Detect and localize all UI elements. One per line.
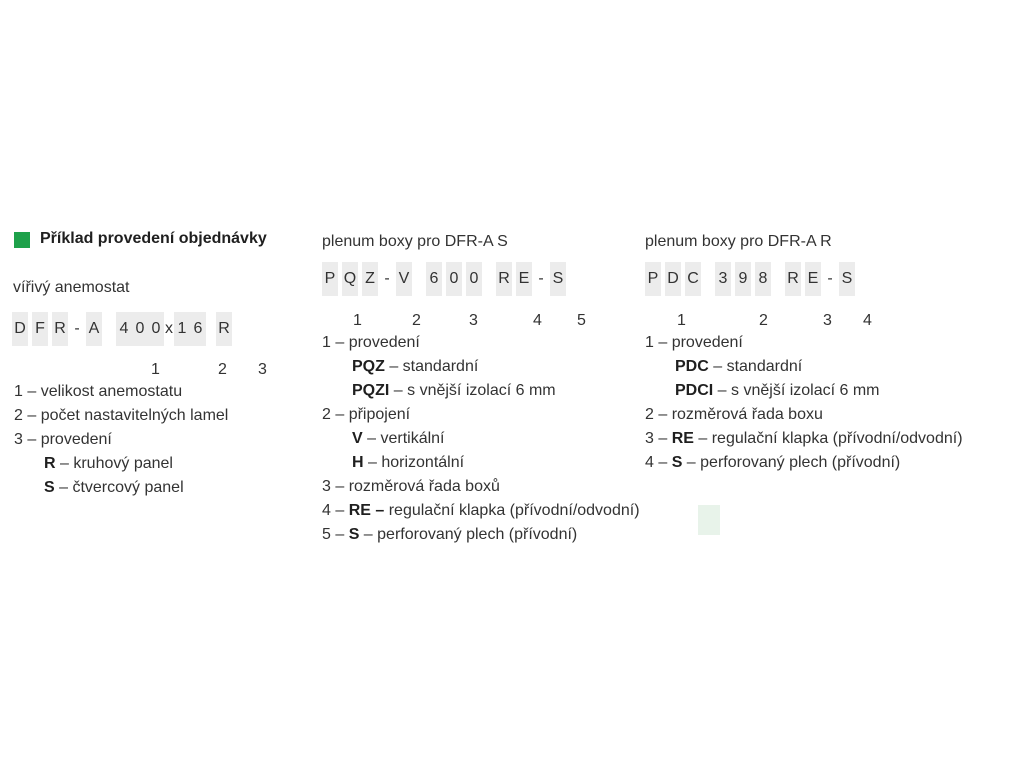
legend-line: R – kruhový panel (44, 455, 173, 472)
code-char: 9 (735, 262, 751, 296)
code-char: 4 (116, 312, 132, 346)
left-legend (14, 380, 228, 500)
code-char: C (685, 262, 701, 296)
decorative-patch (698, 505, 720, 535)
middle-code (322, 262, 570, 296)
code-char: 0 (466, 262, 482, 296)
code-char: E (805, 262, 821, 296)
legend-line: 4 – S – perforovaný plech (přívodní) (645, 454, 901, 471)
code-char: 0 (132, 312, 148, 346)
left-title: vířivý anemostat (13, 279, 130, 296)
code-separator: - (538, 270, 544, 287)
code-char: R (216, 312, 232, 346)
legend-line: PDCI – s vnější izolací 6 mm (675, 382, 880, 399)
code-char: Z (362, 262, 378, 296)
left-code (12, 312, 236, 346)
right-code (645, 262, 859, 296)
code-char: D (665, 262, 681, 296)
legend-line: PQZ – standardní (352, 358, 479, 375)
position-number: 1 (151, 361, 160, 378)
code-char: Q (342, 262, 358, 296)
position-number: 2 (412, 312, 421, 329)
code-char: R (52, 312, 68, 346)
position-number: 2 (218, 361, 227, 378)
position-number: 4 (533, 312, 542, 329)
code-char: 6 (426, 262, 442, 296)
legend-line: 1 – velikost anemostatu (14, 383, 183, 400)
code-char: 1 (174, 312, 190, 346)
legend-line: 3 – rozměrová řada boxů (322, 478, 500, 495)
legend-line: 3 – provedení (14, 431, 112, 448)
legend-line: 3 – RE – regulační klapka (přívodní/odvodní) (645, 430, 963, 447)
code-char: S (550, 262, 566, 296)
legend-line: H – horizontální (352, 454, 465, 471)
code-char: 0 (148, 312, 164, 346)
position-number: 3 (823, 312, 832, 329)
legend-line: V – vertikální (352, 430, 445, 447)
code-char: S (839, 262, 855, 296)
code-char: R (496, 262, 512, 296)
code-char: 0 (446, 262, 462, 296)
page-title: Příklad provedení objednávky (40, 230, 267, 247)
legend-line: 2 – rozměrová řada boxu (645, 406, 823, 423)
code-char: 3 (715, 262, 731, 296)
position-number: 5 (577, 312, 586, 329)
code-char: F (32, 312, 48, 346)
legend-line: 4 – RE – regulační klapka (přívodní/odvodní) (322, 502, 640, 519)
code-separator: - (74, 320, 80, 337)
legend-line: S – čtvercový panel (44, 479, 184, 496)
position-number: 1 (353, 312, 362, 329)
position-number: 4 (863, 312, 872, 329)
legend-line: 1 – provedení (322, 334, 420, 351)
middle-legend (322, 331, 640, 547)
code-char: D (12, 312, 28, 346)
legend-line: 5 – S – perforovaný plech (přívodní) (322, 526, 578, 543)
code-char: 6 (190, 312, 206, 346)
legend-line: 1 – provedení (645, 334, 743, 351)
legend-line: PDC – standardní (675, 358, 803, 375)
section-marker-icon (14, 232, 30, 248)
right-legend (645, 331, 963, 475)
position-number: 3 (258, 361, 267, 378)
code-separator: - (384, 270, 390, 287)
legend-line: 2 – počet nastavitelných lamel (14, 407, 229, 424)
position-number: 1 (677, 312, 686, 329)
code-char: A (86, 312, 102, 346)
code-char: V (396, 262, 412, 296)
code-char: E (516, 262, 532, 296)
code-char: 8 (755, 262, 771, 296)
right-title: plenum boxy pro DFR-A R (645, 233, 832, 250)
legend-line: 2 – připojení (322, 406, 411, 423)
code-char: R (785, 262, 801, 296)
position-number: 2 (759, 312, 768, 329)
position-number: 3 (469, 312, 478, 329)
code-char: P (322, 262, 338, 296)
code-char: P (645, 262, 661, 296)
legend-line: PQZI – s vnější izolací 6 mm (352, 382, 556, 399)
code-separator: - (827, 270, 833, 287)
code-separator: x (165, 320, 173, 337)
middle-title: plenum boxy pro DFR-A S (322, 233, 508, 250)
